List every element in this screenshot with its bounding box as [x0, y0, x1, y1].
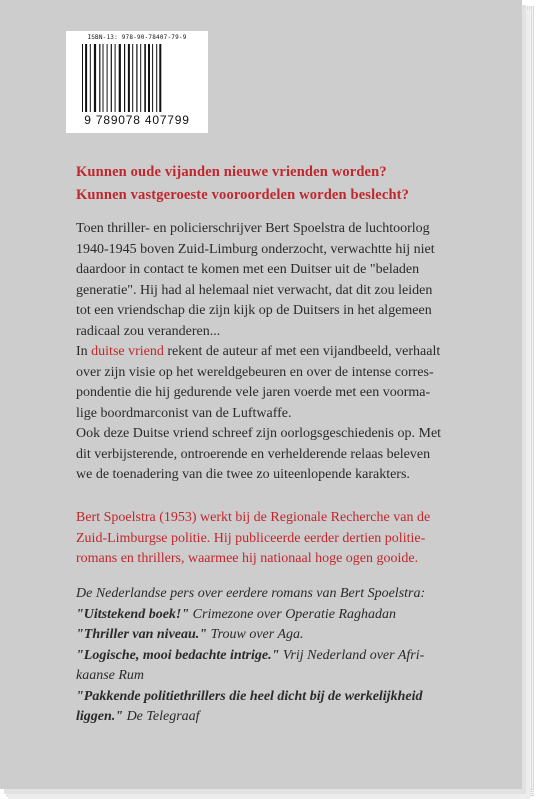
quote-source: Trouw over Aga. [207, 627, 304, 642]
blurb-line: radicaal zou veranderen... [76, 323, 221, 339]
blurb-line: dit verbijsterende, ontroerende en verhelderende relaas beleven [76, 446, 431, 462]
blurb-line: Toen thriller- en policierschrijver Bert Spoelstra de luchtoorlog [76, 221, 430, 236]
quote-text: "Thriller van niveau." [76, 627, 208, 642]
barcode-bar [144, 44, 146, 112]
barcode-bar [119, 44, 121, 112]
quote-text: "Pakkende politiethrillers die heel dicht bij de werkelijkheid [76, 688, 423, 704]
blurb-line: pondentie die hij gedurende vele jaren voerde met een voorma- [76, 385, 431, 400]
press-quote-line [76, 605, 496, 626]
page-edges-bottom [6, 789, 534, 797]
page-edges-right [522, 6, 534, 794]
barcode-bar [115, 44, 116, 112]
headline-line: Kunnen oude vijanden nieuwe vrienden worden? [76, 164, 387, 180]
barcode-bar [94, 44, 96, 112]
barcode-bar [132, 44, 133, 112]
blurb-line-rest: rekent de auteur af met een vijandbeeld, verhaalt [163, 344, 441, 359]
blurb-line: generatie". Hij had al helemaal niet verwacht, dat dit zou leiden [76, 282, 433, 298]
barcode-bar [128, 44, 130, 112]
quote-source: Vrij Nederland over Afri- [279, 647, 425, 663]
barcode-bar [124, 44, 125, 112]
blurb [76, 219, 496, 486]
blurb-prefix: In [76, 344, 92, 359]
blurb-line: lige boordmarconist van de Luftwaffe. [76, 405, 292, 421]
press-quote-line [76, 707, 496, 728]
barcode-bar [148, 44, 150, 112]
blurb-line: Ook deze Duitse vriend schreef zijn oorlogsgeschiedenis op. Met [76, 426, 442, 441]
barcode-bar [111, 44, 112, 112]
barcode [66, 31, 208, 133]
quote-source: Crimezone over Operatie Raghadan [189, 606, 397, 622]
blurb-line: over zijn visie op het wereldgebeuren en over de intense corres- [76, 364, 434, 380]
author-bio [76, 508, 496, 570]
blurb-line: we de toenadering van die twee zo uiteenlopende karakters. [76, 467, 410, 482]
barcode-bar [136, 44, 137, 112]
barcode-bar [152, 44, 153, 112]
barcode-bar [156, 44, 157, 112]
barcode-bar [85, 44, 87, 112]
blurb-line: daardoor in contact te komen met een Duitser uit de "beladen [76, 262, 420, 277]
bio-line: romans en thrillers, waarmee hij nationaal hoge ogen gooide. [76, 551, 419, 566]
press-quote-line: kaanse Rum [76, 668, 145, 683]
isbn-label: ISBN-13: 978-90-78407-79-9 [87, 34, 187, 41]
barcode-bar [107, 44, 108, 112]
press-quotes [76, 584, 496, 728]
blurb-line: 1940-1945 boven Zuid-Limburg onderzocht, verwachtte hij niet [76, 241, 435, 257]
blurb-line: tot een vriendschap die zijn kijk op de Duitsers in het algemeen [76, 303, 432, 318]
barcode-bar [90, 44, 91, 112]
headline [76, 161, 496, 207]
press-quote-line [76, 625, 496, 646]
barcode-bar [99, 44, 100, 112]
quote-text: liggen." [76, 709, 124, 724]
press-intro: De Nederlandse pers over eerdere romans van Bert Spoelstra: [76, 586, 426, 601]
barcode-bar [103, 44, 104, 112]
barcode-bar [140, 44, 141, 112]
blurb-line [76, 342, 496, 363]
barcode-bar [82, 44, 83, 112]
bio-line: Zuid-Limburgse politie. Hij publiceerde eerder dertien politie- [76, 530, 426, 546]
quote-text: "Uitstekend boek!" [76, 606, 190, 622]
book-title-mention: duitse vriend [91, 344, 164, 359]
quote-text: "Logische, mooi bedachte intrige." [76, 647, 280, 663]
ean-number: 9 789078 407799 [84, 113, 190, 127]
press-quote-line [76, 646, 496, 667]
barcode-bars [80, 44, 196, 112]
barcode-bar [159, 44, 161, 112]
quote-source: De Telegraaf [123, 709, 200, 724]
press-quote-line [76, 687, 496, 708]
headline-line: Kunnen vastgeroeste vooroordelen worden beslecht? [76, 187, 410, 203]
bio-line: Bert Spoelstra (1953) werkt bij de Regionale Recherche van de [76, 510, 431, 525]
